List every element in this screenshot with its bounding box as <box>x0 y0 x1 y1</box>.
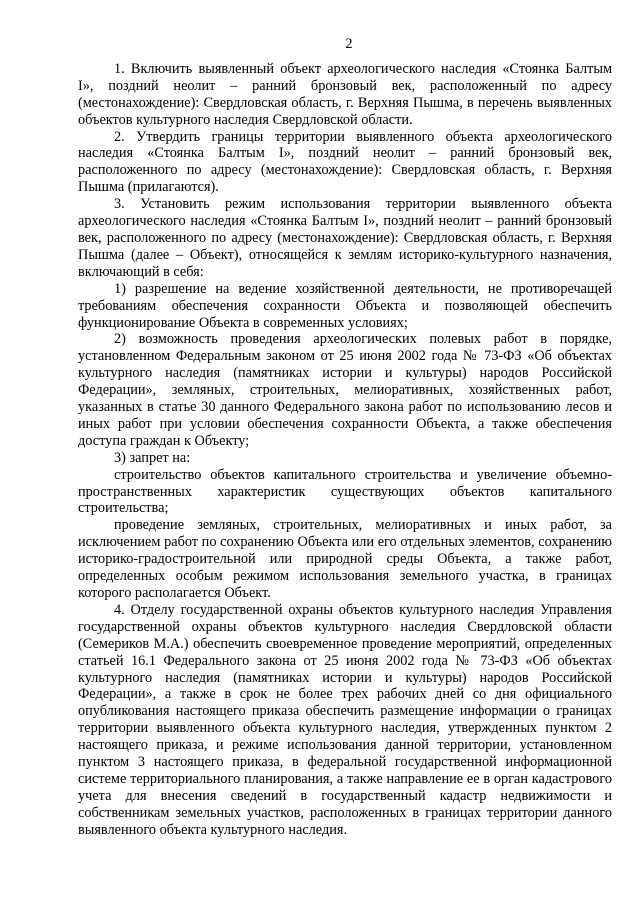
document-page <box>78 36 612 839</box>
paragraph-subitem-2: 2) возможность проведения археологических полевых работ в порядке, установленном Федеральным законом от 25 июня 2002 года № 73-ФЗ «Об объектах культурного наследия (памятниках истории и культуры) народов Российской Федерации», земляных, строительных, мелиоративных, хозяйственных работ, указанных в статье 30 данного Федерального закона работ по использованию лесов и иных работ при условии обеспечения сохранности Объекта, а также обеспечения доступа граждан к Объекту; <box>78 331 612 449</box>
paragraph-item-4: 4. Отделу государственной охраны объектов культурного наследия Управления государственной охраны объектов культурного наследия Свердловской области (Семериков М.А.) обеспечить своевременное проведение мероприятий, определенных статьей 16.1 Федерального закона от 25 июня 2002 года № 73-ФЗ «Об объектах культурного наследия (памятниках истории и культуры) народов Российской Федерации», а также в срок не более трех рабочих дней со дня официального опубликования настоящего приказа обеспечить размещение информации о границах территории выявленного объекта культурного наследия, утвержденных пунктом 2 настоящего приказа, и режиме использования данной территории, установленном пунктом 3 настоящего приказа, в федеральной государственной информационной системе территориального планирования, а также направление ее в орган кадастрового учета для внесения сведений в государственный кадастр недвижимости и собственникам земельных участков, расположенных в границах территории данного выявленного объекта культурного наследия. <box>78 601 612 838</box>
paragraph-subitem-3: 3) запрет на: <box>114 449 191 466</box>
paragraph-item-3: 3. Установить режим использования территории выявленного объекта археологического наследия «Стоянка Балтым I», поздний неолит – ранний бронзовый век, расположенного по адресу (местонахождение): Свердловская область, г. Верхняя Пышма (далее – Объект), относящейся к землям историко-культурного назначения, включающий в себя: <box>78 196 612 280</box>
paragraph-prohibition-construction: строительство объектов капитального строительства и увеличение объемно-пространственных характеристик существующих объектов капитального строительства; <box>78 466 612 517</box>
paragraph-prohibition-works: проведение земляных, строительных, мелиоративных и иных работ, за исключением работ по сохранению Объекта или его отдельных элементов, сохранению историко-градостроительной или природной среды Объекта, а также работ, определенных особым режимом использования земельного участка, в границах которого располагается Объект. <box>78 517 612 601</box>
paragraph-item-1: 1. Включить выявленный объект археологического наследия «Стоянка Балтым I», поздний неолит – ранний бронзовый век, расположенный по адресу (местонахождение): Свердловская область, г. Верхняя Пышма, в перечень выявленных объектов культурного наследия Свердловской области. <box>78 60 612 128</box>
page-number: 2 <box>345 36 353 52</box>
paragraph-subitem-1: 1) разрешение на ведение хозяйственной деятельности, не противоречащей требованиям обеспечения сохранности Объекта и позволяющей обеспечить функционирование Объекта в современных условиях; <box>78 280 612 331</box>
paragraph-item-2: 2. Утвердить границы территории выявленного объекта археологического наследия «Стоянка Балтым I», поздний неолит – ранний бронзовый век, расположенного по адресу (местонахождение): Свердловская область, г. Верхняя Пышма (прилагаются). <box>78 128 612 196</box>
